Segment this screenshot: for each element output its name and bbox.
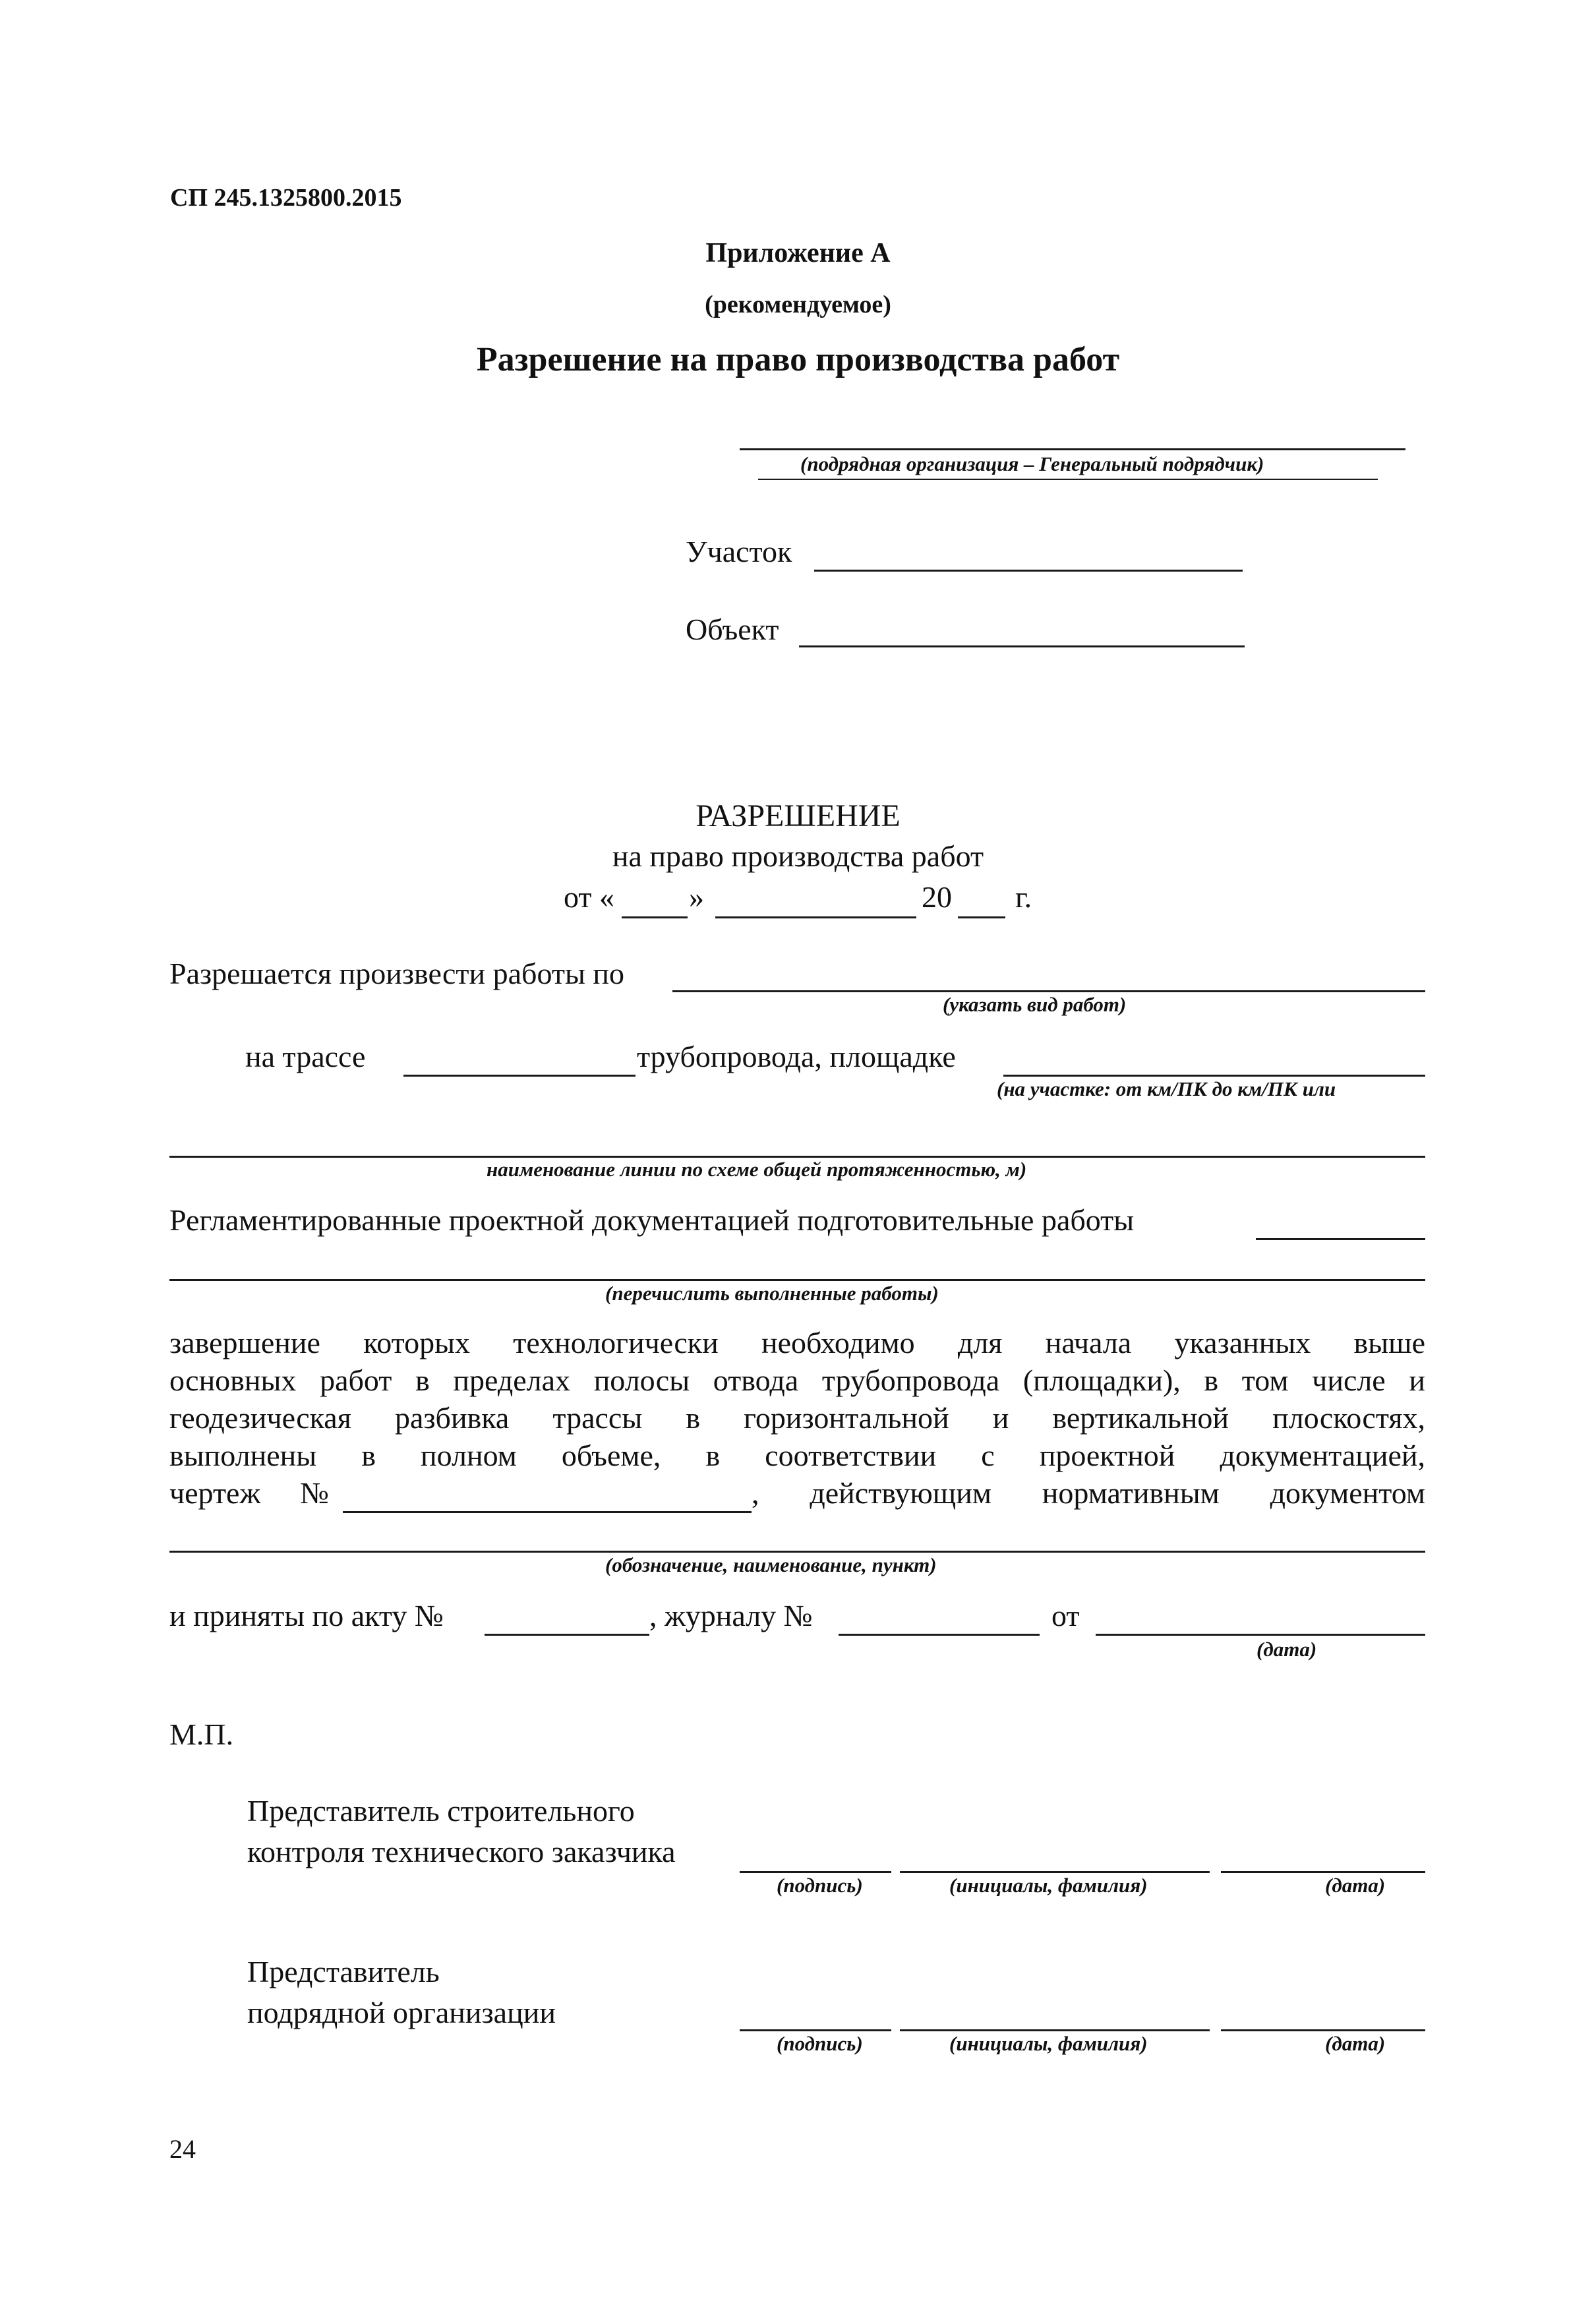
signature-2-date-hint: (дата) xyxy=(1325,2032,1386,2055)
signature-2-sign-field[interactable] xyxy=(740,2029,891,2031)
date-month-field[interactable] xyxy=(715,916,916,918)
allowed-label: Разрешается произвести работы по xyxy=(169,957,624,990)
journal-number-field[interactable] xyxy=(839,1634,1040,1636)
drawing-suffix: , действующим нормативным документом xyxy=(752,1476,1425,1510)
signature-2-name-hint: (инициалы, фамилия) xyxy=(949,2032,1148,2055)
object-field[interactable] xyxy=(799,645,1245,647)
contractor-field[interactable] xyxy=(740,448,1405,450)
signature-2-role-line1: Представитель xyxy=(247,1955,440,1988)
date-quote-close: » xyxy=(689,880,704,914)
prep-works-list-field[interactable] xyxy=(169,1279,1425,1281)
contractor-hint: (подрядная организация – Генеральный подрядчик) xyxy=(800,452,1264,475)
date-day-field[interactable] xyxy=(622,916,688,918)
year-suffix: г. xyxy=(1015,880,1032,914)
section-label: Участок xyxy=(686,535,792,568)
stamp-mark: М.П. xyxy=(169,1717,234,1751)
page-number: 24 xyxy=(169,2134,196,2164)
prep-works-hint: (перечислить выполненные работы) xyxy=(605,1282,939,1305)
contractor-hint-underline xyxy=(758,479,1378,480)
act-date-hint: (дата) xyxy=(1256,1638,1317,1661)
act-number-field[interactable] xyxy=(485,1634,649,1636)
work-type-hint: (указать вид работ) xyxy=(943,993,1127,1016)
signature-1-sign-hint: (подпись) xyxy=(777,1874,863,1897)
work-type-field[interactable] xyxy=(672,990,1425,992)
accepted-label: и приняты по акту № xyxy=(169,1599,444,1632)
signature-2-date-field[interactable] xyxy=(1221,2029,1425,2031)
section-range-field[interactable] xyxy=(1003,1075,1425,1077)
paragraph-line-1: завершение которых технологически необходимо для начала указанных выше xyxy=(169,1326,1425,1359)
doc-ref-hint: (обозначение, наименование, пункт) xyxy=(605,1553,937,1576)
year-field[interactable] xyxy=(958,916,1005,918)
journal-label: , журналу № xyxy=(649,1599,813,1632)
object-label: Объект xyxy=(686,612,779,646)
appendix-heading: Разрешение на право производства работ xyxy=(476,341,1120,378)
doc-ref-field[interactable] xyxy=(169,1551,1425,1553)
signature-1-name-field[interactable] xyxy=(900,1871,1210,1873)
paragraph-line-4: выполнены в полном объеме, в соответствии с проектной документацией, xyxy=(169,1439,1425,1472)
signature-1-name-hint: (инициалы, фамилия) xyxy=(949,1874,1148,1897)
section-hint: (на участке: от км/ПК до км/ПК или xyxy=(997,1077,1336,1100)
signature-1-role-line2: контроля технического заказчика xyxy=(247,1835,676,1868)
appendix-title: Приложение А xyxy=(705,238,891,268)
signature-1-sign-field[interactable] xyxy=(740,1871,891,1873)
route-field[interactable] xyxy=(403,1075,635,1077)
from-label: от xyxy=(1051,1599,1080,1632)
drawing-number-sign: № xyxy=(300,1476,329,1510)
appendix-status: (рекомендуемое) xyxy=(705,291,891,318)
signature-2-name-field[interactable] xyxy=(900,2029,1210,2031)
prep-works-field[interactable] xyxy=(1256,1238,1425,1240)
route-label: на трассе xyxy=(245,1040,366,1073)
year-prefix: 20 xyxy=(922,880,952,914)
paragraph-line-2: основных работ в пределах полосы отвода трубопровода (площадки), в том числе и xyxy=(169,1363,1425,1397)
line-name-hint: наименование линии по схеме общей протяженностью, м) xyxy=(487,1158,1027,1181)
act-date-field[interactable] xyxy=(1096,1634,1425,1636)
signature-2-role-line2: подрядной организации xyxy=(247,1996,556,2029)
prep-works-label: Регламентированные проектной документацией подготовительные работы xyxy=(169,1203,1135,1237)
drawing-number-field[interactable] xyxy=(343,1511,752,1513)
signature-1-date-field[interactable] xyxy=(1221,1871,1425,1873)
permit-title: РАЗРЕШЕНИЕ xyxy=(695,798,901,833)
signature-1-date-hint: (дата) xyxy=(1325,1874,1386,1897)
section-field[interactable] xyxy=(814,570,1243,572)
pipeline-label: трубопровода, площадке xyxy=(637,1040,956,1073)
date-prefix: от « xyxy=(564,880,614,914)
signature-1-role-line1: Представитель строительного xyxy=(247,1794,635,1828)
paragraph-line-3: геодезическая разбивка трассы в горизонтальной и вертикальной плоскостях, xyxy=(169,1401,1425,1435)
document-code: СП 245.1325800.2015 xyxy=(170,184,402,212)
drawing-prefix: чертеж xyxy=(169,1476,261,1510)
permit-subtitle: на право производства работ xyxy=(612,839,984,873)
signature-2-sign-hint: (подпись) xyxy=(777,2032,863,2055)
